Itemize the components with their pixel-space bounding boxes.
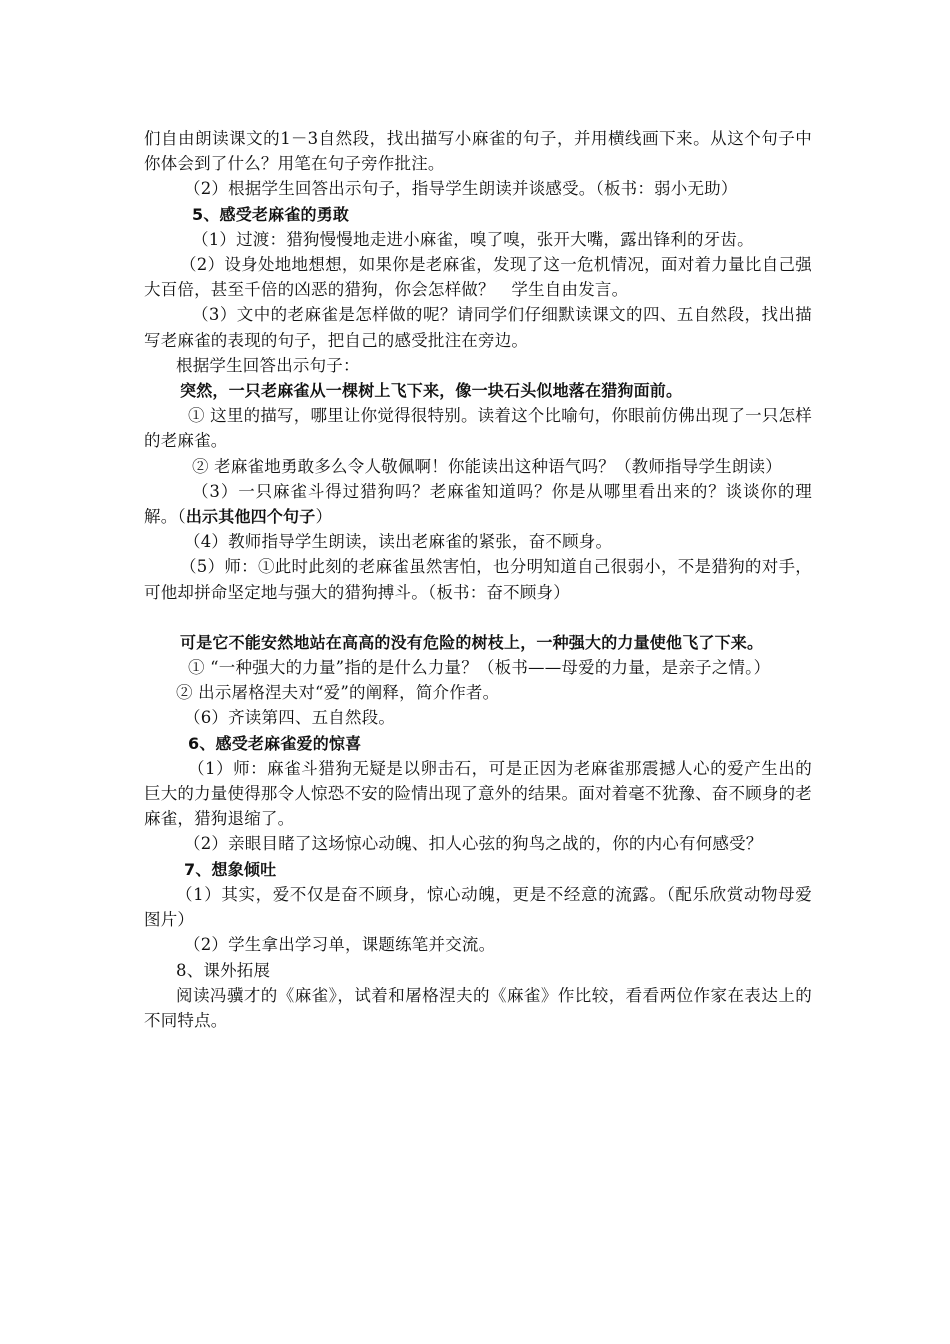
paragraph: 根据学生回答出示句子： — [176, 355, 360, 375]
paragraph: （2）设身处地地想想，如果你是老麻雀，发现了这一危机情况，面对着力量比自己强大百倍，甚至千倍的凶恶的猎狗，你会怎样做？ 学生自由发言。 — [144, 255, 812, 300]
paragraph: （1）其实，爱不仅是奋不顾身，惊心动魄，更是不经意的流露。（配乐欣赏动物母爱图片） — [144, 884, 812, 930]
paragraph: 们自由朗读课文的1－3自然段，找出描写小麻雀的句子，并用横线画下来。从这个句子中你体会到了什么？用笔在句子旁作批注。 — [144, 129, 812, 174]
quoted-sentence: 突然，一只老麻雀从一棵树上飞下来，像一块石头似地落在猎狗面前。 — [180, 381, 683, 401]
paragraph: （2）亲眼目睹了这场惊心动魄、扣人心弦的狗鸟之战的，你的内心有何感受？ — [184, 834, 763, 854]
paragraph: 阅读冯骥才的《麻雀》，试着和屠格涅夫的《麻雀》作比较，看看两位作家在表达上的不同特点。 — [144, 985, 812, 1030]
paragraph: （2）根据学生回答出示句子，指导学生朗读并谈感受。（板书：弱小无助） — [184, 179, 738, 199]
paragraph: （5）师：①此时此刻的老麻雀虽然害怕，也分明知道自己很弱小，不是猎狗的对手，可他却拼命坚定地与强大的猎狗搏斗。（板书：奋不顾身） — [144, 557, 812, 602]
section-heading: 6、感受老麻雀爱的惊喜 — [188, 733, 362, 753]
document-body — [144, 126, 812, 1033]
quoted-sentence: 可是它不能安然地站在高高的没有危险的树枝上，一种强大的力量使他飞了下来。 — [180, 632, 764, 652]
paragraph: ② 出示屠格涅夫对“爱”的阐释，简介作者。 — [176, 683, 500, 703]
paragraph: （1）师：麻雀斗猎狗无疑是以卵击石，可是正因为老麻雀那震撼人心的爱产生出的巨大的力量使得那令人惊恐不安的险情出现了意外的结果。面对着毫不犹豫、奋不顾身的老麻雀，猎狗退缩了。 — [144, 758, 812, 829]
paragraph: ① 这里的描写，哪里让你觉得很特别。读着这个比喻句，你眼前仿佛出现了一只怎样的老麻雀。 — [144, 406, 812, 451]
section-heading: 8、课外拓展 — [176, 960, 271, 980]
bold-text: 出示其他四个句子 — [185, 507, 316, 527]
paragraph: （1）过渡：猎狗慢慢地走进小麻雀，嗅了嗅，张开大嘴，露出锋利的牙齿。 — [192, 229, 754, 249]
paragraph-text: （3）一只麻雀斗得过猎狗吗？老麻雀知道吗？你是从哪里看出来的？谈谈你的理解。（ — [144, 481, 812, 527]
paragraph-text: ） — [315, 507, 333, 527]
blank-line — [144, 605, 812, 630]
paragraph: ① “一种强大的力量”指的是什么力量？（板书——母爱的力量，是亲子之情。） — [188, 658, 771, 678]
paragraph: （2）学生拿出学习单，课题练笔并交流。 — [184, 935, 496, 955]
section-heading: 5、感受老麻雀的勇敢 — [192, 204, 350, 224]
paragraph — [144, 479, 812, 529]
paragraph: （4）教师指导学生朗读，读出老麻雀的紧张，奋不顾身。 — [184, 532, 613, 552]
section-heading: 7、想象倾吐 — [184, 859, 277, 879]
paragraph: ② 老麻雀地勇敢多么令人敬佩啊！你能读出这种语气吗？（教师指导学生朗读） — [192, 456, 782, 476]
paragraph: （3）文中的老麻雀是怎样做的呢？请同学们仔细默读课文的四、五自然段，找出描写老麻雀的表现的句子，把自己的感受批注在旁边。 — [144, 305, 812, 350]
paragraph: （6）齐读第四、五自然段。 — [184, 708, 396, 728]
